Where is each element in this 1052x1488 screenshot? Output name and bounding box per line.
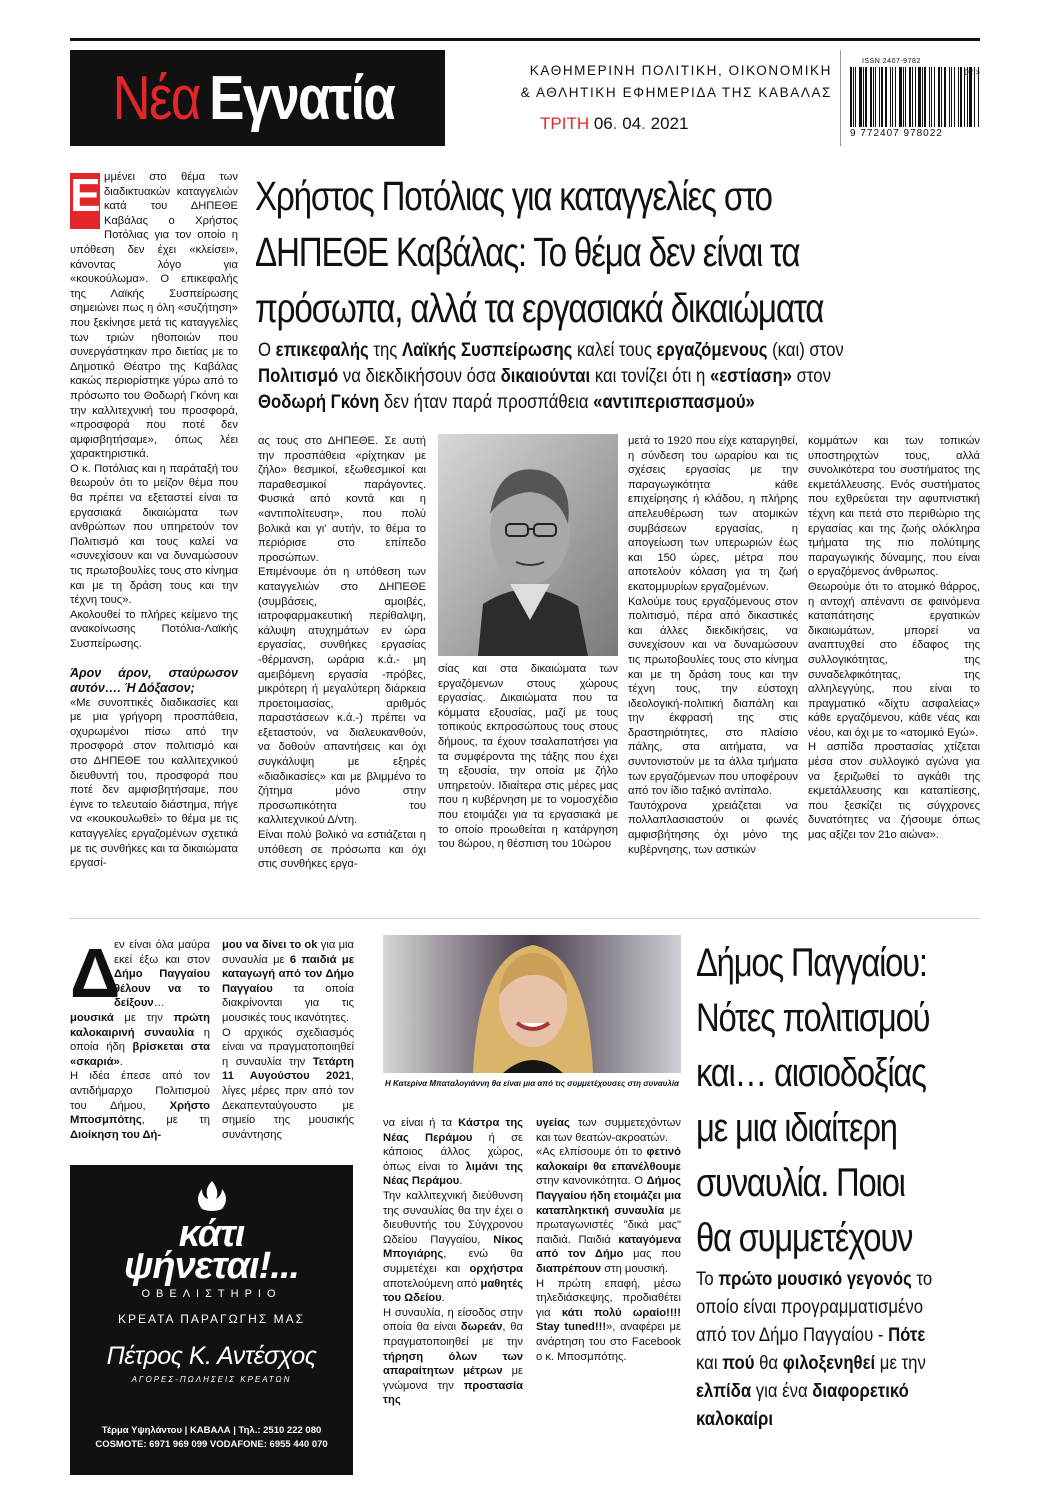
headline-line: Χρήστος Ποτόλιας για καταγγελίες στο [255,173,772,219]
headline-line: συναυλία. Ποιοι [696,1161,905,1205]
tagline-line-1: ΚΑΘΗΜΕΡΙΝΗ ΠΟΛΙΤΙΚΗ, ΟΙΚΟΝΟΜΙΚΗ [529,63,832,78]
article2-deck: Το πρώτο μουσικό γεγονός το οποίο είναι προγραμματισμένο από τον Δήμο Παγγαίου - Πότε και πού θα φιλοξενηθεί με την ελπίδα για ένα διαφορετικό καλοκαίρι [696,1269,933,1430]
barcode-number: 9 772407 978022 [850,128,943,139]
barcode-bar [934,67,936,127]
barcode-bar [941,67,942,127]
barcode-side: 02 > [964,68,980,77]
barcode-bar [875,67,876,127]
barcode-bar [922,67,923,127]
article1-col-1: Ε μμένει στο θέμα των διαδικτυακών καταγγελιών κατά του ΔΗΠΕΘΕ Καβάλας ο Χρήστος Ποτόλιας για τον οποίο η υπόθεση δεν έχει «κλείσει», κάνοντας λόγο για «κουκούλωμα». Ο επικεφαλής της Λαϊκής Συσπείρωσης σημειώνει πως η όλη «συζήτηση» που ξεκίνησε μετά τις καταγγελίες των τριών ηθοποιών που συνεργάστηκαν προ διετίας με το Δημοτικό Θέατρο της Καβάλας κακώς περιορίστηκε γύρω από το πρόσωπο του Θοδωρή Γκόνη και την καλλιτεχνική του προσφορά, «προσφορά που ποτέ δεν αμφισβητήσαμε», όπως λέει χαρακτηριστικά. Ο κ. Ποτόλιας και η παράταξή του θεωρούν ότι το μείζον θέμα που θα πρέπει να εξεταστεί είναι τα εργασιακά δικαιώματα των ανθρώπων που υπηρετούν τον Πολιτισμό και τους καλεί να «συνεχίσουν και να δυναμώσουν τις πρωτοβουλίες τους στο κίνημα και με τη δράση τους και την τέχνη τους». Ακολουθεί το πλήρες κείμενο της ανακοίνωσης Ποτόλια-Λαϊκής Συσπείρωσης. Άρον άρον, σταύρωσον αυτόν…. Ή Δόξασον; «Με συνοπτικές διαδικασίες και με μια γρήγορη προσπάθεια, οχυρωμένοι πίσω από την προσφορά στον πολιτισμό και στο ΔΗΠΕΘΕ του καλλιτεχνικού διευθυντή του, προσφορά που ποτέ δεν αμφισβητήσαμε, που έγινε το τελευταίο διάστημα, πήγε να «κουκουλωθεί» το θέμα με τις καταγγελίες εργαζομένων σχετικά με τις συνθήκες και τα δικαιώματα εργασί- [70,169,238,870]
potolias-photo [438,434,618,656]
barcode-bar [885,67,887,127]
dateline: ΤΡΙΤΗ 06. 04. 2021 [540,114,689,133]
article1-deck: Ο επικεφαλής της Λαϊκής Συσπείρωσης καλεί τους εργαζόμενους (και) στον Πολιτισμό να διεκδικήσουν όσα δικαιούνται και τονίζει ότι η «εστίαση» στον Θοδωρή Γκόνη δεν ήταν παρά προσπάθεια «αντιπερισπασμού» [258,340,844,413]
dropcap: Ε [70,173,100,229]
barcode-bar [905,67,906,127]
barcode-bar [909,67,911,127]
singer-photo-caption: Η Κατερίνα Μπαταλογιάννη θα είναι μια από τις συμμετέχουσες στη συναυλία [384,1079,680,1088]
barcode-bar [903,67,904,127]
ad-obeliskirio: ΟΒΕΛΙΣΤΗΡΙΟ [141,1288,282,1300]
issn-label: ISSN 2407-9782 [862,58,921,65]
barcode-bar [929,67,930,127]
ad-kreata: ΚΡΕΑΤΑ ΠΑΡΑΓΩΓΗΣ ΜΑΣ [117,1312,306,1326]
singer-photo [383,935,681,1073]
section-divider [70,918,980,919]
barcode-bar [899,67,901,127]
date-y: 2021 [650,114,689,133]
article2-col-c: να είναι ή τα Κάστρα της Νέας Περάμου ή σε κάποιος άλλος χώρος, όπως είναι το λιμάνι της Νέας Περάμου. Την καλλιτεχνική διεύθυνση της συναυλίας θα την έχει ο διευθυντής του Σύγχρονου Ωδείου Παγγαίου, Νίκος Μπογιάρης, ενώ θα συμμετέχει και ορχήστρα αποτελούμενη από μαθητές του Ωδείου. Η συναυλία, η είσοδος στην οποία θα είναι δωρεάν, θα πραγματοποιηθεί με την τήρηση όλων των απαραίτητων μέτρων με γνώμονα την προστασία της [383,1117,524,1407]
barcode-bar [855,67,856,127]
barcode-bar [850,67,852,127]
article1-col-2: ας τους στο ΔΗΠΕΘΕ. Σε αυτή την προσπάθεια «ρίχτηκαν με ζήλο» θεσμικοί, εξωθεσμικοί και παραθεσμικοί παράγοντες. Φυσικά από κοντά και η «αντιπολίτευση», που πολύ βολικά και γι' αυτήν, το θέμα το περιόρισε στο επίπεδο προσώπων. Επιμένουμε ότι η υπόθεση των καταγγελιών στο ΔΗΠΕΘΕ (συμβάσεις, αμοιβές, ιατροφαρμακευτική περίθαλψη, κάλυψη ατυχημάτων εν ώρα εργασίας, συνθήκες εργασίας -θέρμανση, ωράρια κ.ά.- μη αμειβόμενη εργασία -πρόβες, μικρότερη ή μεγαλύτερη διάρκεια προετοιμασίας, αριθμός παραστάσεων κ.ά.-) πρέπει να εξεταστούν, να διαλευκανθούν, να δοθούν απαντήσεις και όχι συγκάλυψη με εξηρές «διαδικασίες» και με βλιμμένο το ζήτημα μόνο στην προσωπικότητα του καλλιτεχνικού Δ/ντη. Είναι πολύ βολικό να εστιάζεται η υπόθεση σε πρόσωπα και όχι στις συνθήκες εργα- [258,435,426,871]
barcode-bar [924,67,926,127]
headline-line: ΔΗΠΕΘΕ Καβάλας: Το θέμα δεν είναι τα [255,229,800,275]
barcode-bar [890,67,891,127]
ad-kati: κάτι [178,1213,245,1255]
headline-line: με μια ιδιαίτερη [696,1106,897,1150]
logo-egnatia: Εγνατία [209,63,395,133]
barcode-bars [850,67,980,127]
barcode-bar [954,67,956,127]
article1-headline[interactable] [255,168,975,336]
date-day: ΤΡΙΤΗ [540,114,590,133]
article1-col-5: κομμάτων και των τοπικών υποστηριχτών τους, αλλά συνολικότερα του συστήματος της εκμετάλλευσης. Ενός συστήματος που εχθρεύεται την αφυπνιστική τέχνη και πετά στο περιθώριο της εργασίας και της ζωής ολόκληρα τμήματα της πιο πολύτιμης παραγωγικής δύναμης, που είναι ο εργαζόμενος άνθρωπος. Θεωρούμε ότι το ατομικό θάρρος, η αντοχή απέναντι σε φαινόμενα καταπάτησης εργατικών δικαιωμάτων, μπορεί να αναπτυχθεί στο έδαφος της συλλογικότητας, της συναδελφικότητας, της αλληλεγγύης, που είναι το πραγματικό «δίχτυ ασφαλείας» κάθε εργαζόμενου, κάθε νέας και νέου, και όχι με το «ατομικό Εγώ». Η ασπίδα προστασίας χτίζεται μέσα στον συλλογικό αγώνα για να ξεριζωθεί το αγκάθι της εκμετάλλευσης και καταπίεσης, που ξεσκίζει τις σύγχρονες δυνατότητες να ζήσουμε όπως μας αξίζει τον 21ο αιώνα». [808,435,980,842]
headline-line: θα συμμετέχουν [696,1216,913,1260]
barcode-bar [915,67,916,127]
barcode-bar [853,67,854,127]
barcode-bar [944,67,946,127]
barcode-bar [879,67,880,127]
date-m: 04 [622,114,642,133]
ad-psinetai: ψήνεται!... [124,1245,299,1287]
logo-nea: Νέα [112,63,200,133]
tagline [452,60,832,104]
article1-col-4: μετά το 1920 που είχε καταργηθεί, η σύνδεση του ωραρίου και τις σχέσεις εργασίας με την παραγωγικότητα κάθε επιχείρησης ή κλάδου, η πλήρης απελευθέρωση των ατομικών συμβάσεων εργασίας, η απογείωση των υπερωριών έως και 150 ώρες, μέτρα που αποτελούν κόλαση για τη ζωή εκατομμυρίων εργαζομένων. Καλούμε τους εργαζόμενους στον πολιτισμό, πέρα από δικαστικές και άλλες διεκδικήσεις, να συνεχίσουν και να δυναμώσουν τις πρωτοβουλίες τους στο κίνημα και με τη δράση τους και την τέχνη τους, την εύστοχη ιδεολογική-πολιτική διαπάλη και την έκφρασή της στις δραστηριότητες, στο πλαίσιο πάλης, στα αιτήματα, να συντονιστούν με τα άλλα τμήματα των εργαζόμενων που υποφέρουν από τον ίδιο ταξικό αντίπαλο. Ταυτόχρονα χρειάζεται να πολλαπλασιαστούν οι φωνές αμφισβήτησης όχι μόνο της κυβέρνησης, των αστικών [628,435,798,856]
barcode-bar [931,67,932,127]
barcode-bar [863,67,864,127]
date-d: 06 [593,114,613,133]
butcher-ad[interactable] [70,1165,353,1475]
barcode-bar [881,67,883,127]
barcode-bar [960,67,962,127]
tagline-line-2: & ΑΘΛΗΤΙΚΗ ΕΦΗΜΕΡΙΔΑ ΤΗΣ ΚΑΒΑΛΑΣ [520,85,832,100]
barcode-bar [892,67,893,127]
header-divider [840,50,841,146]
barcode-bar [895,67,897,127]
barcode-bar [951,67,952,127]
ad-name: Πέτρος Κ. Αντέσχος [106,1342,317,1370]
article1-col-3: σίας και στα δικαιώματα των εργαζόμενων στους χώρους εργασίας. Δικαιώματα που τα κόμματα εξουσίας, μαζί με τους τοπικούς εκπροσώπους τους στους δήμους, τα έχουν τσαλαπατήσει για τα συμφέροντα της τάξης που έχει τη εξουσία, την οποία με ζήλο υπηρετούν. Ιδιαίτερα στις μέρες μας που η κυβέρνηση με το νομοσχέδιο που ετοιμάζει για τα εργασιακά με το οποίο προωθείται η κατάργηση του 8ώρου, η θέσπιση του 10ώρου [438,663,618,851]
dropcap: Δ [70,934,121,1012]
headline-line: Νότες πολιτισμού [696,996,930,1040]
article1-subhead: Άρον άρον, σταύρωσον αυτόν…. Ή Δόξασον; [70,665,238,695]
barcode-bar [918,67,920,127]
barcode-bar [865,67,867,127]
barcode-bar [873,67,874,127]
headline-line: και… αισιοδοξίας [696,1051,926,1095]
ad-contact: Τέρμα Υψηλάντου | ΚΑΒΑΛΑ | Τηλ.: 2510 222 080 COSMOTE: 6971 969 099 VODAFONE: 6955 440 070 [95,1425,328,1450]
article2-col-d: υγείας των συμμετεχόντων και των θεατών-ακροατών. «Ας ελπίσουμε ότι το φετινό καλοκαίρι θα επανέλθουμε στην κανονικότητα. Ο Δήμος Παγγαίου ήδη ετοιμάζει μια καταπληκτική συναυλία με πρωταγωνιστές "δικά μας" παιδιά. Παιδιά καταγόμενα από τον Δήμο μας που διαπρέπουν στη μουσική. Η πρώτη επαφή, μέσω τηλεδιάσκεψης, προδιαθέτει για κάτι πολύ ωραίο!!!! Stay tuned!!!», αναφέρει με ανάρτηση του στο Facebook ο κ. Μποσμπότης. [536,1117,682,1363]
barcode [850,58,980,144]
barcode-bar [912,67,913,127]
barcode-bar [938,67,940,127]
barcode-bar [958,67,959,127]
headline-line: πρόσωπα, αλλά τα εργασιακά δικαιώματα [255,285,824,331]
barcode-bar [859,67,861,127]
top-rule [70,38,980,41]
article2-col-b: μου να δίνει το ok για μια συναυλία με 6 παιδιά με καταγωγή από τον Δήμο Παγγαίου τα οποία διακρίνονται για τις μουσικές τους ικανότητες. Ο αρχικός σχεδιασμός είναι να πραγματοποιηθεί η συναυλία την Τετάρτη 11 Αυγούστου 2021, λίγες μέρες πριν από τον Δεκαπενταύγουστο με σημείο της μουσικής συνάντησης [222,939,355,1141]
article2-headline[interactable] [696,936,996,1266]
ad-agores: ΑΓΟΡΕΣ-ΠΩΛΗΣΕΙΣ ΚΡΕΑΤΩΝ [131,1375,292,1384]
barcode-bar [870,67,872,127]
article2-col-a: Δ εν είναι όλα μαύρα εκεί έξω και στον Δήμο Παγγαίου θέλουν να το δείξουν… μουσικά με την πρώτη καλοκαιρινή συναυλία η οποία ήδη βρίσκεται στα «σκαριά». Η ιδέα έπεσε από τον αντιδήμαρχο Πολιτισμού του Δήμου, Χρήστο Μποσμπότης, με τη Διοίκηση του Δή- [70,934,210,1141]
barcode-bar [949,67,950,127]
masthead-logo[interactable] [70,50,445,146]
headline-line: Δήμος Παγγαίου: [696,941,927,985]
